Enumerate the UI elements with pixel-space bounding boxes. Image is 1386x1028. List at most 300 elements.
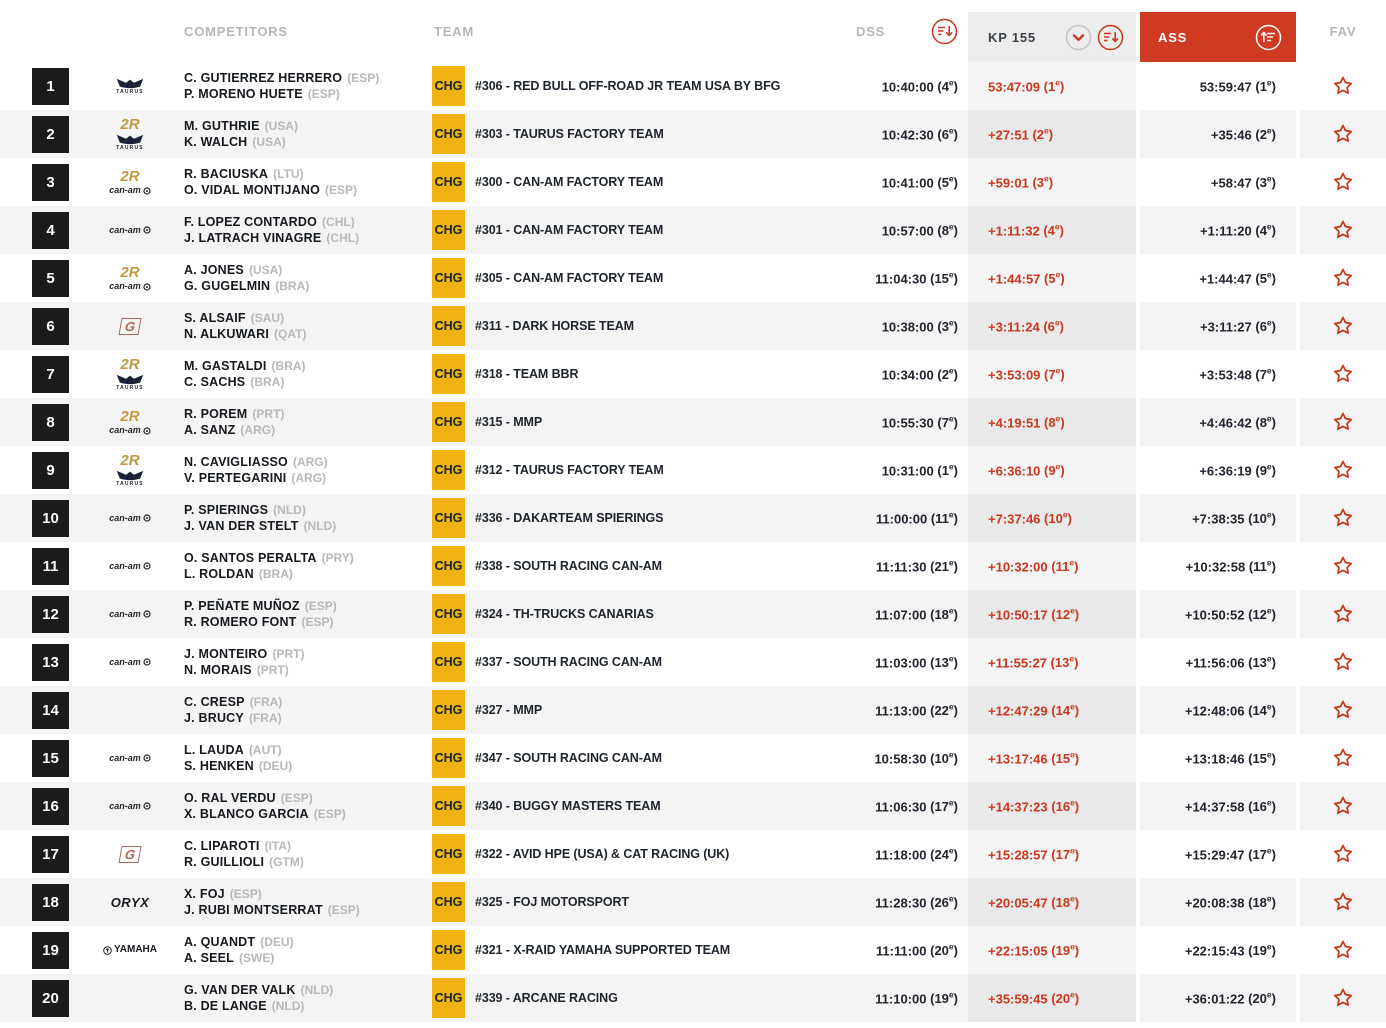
codriver-nationality: (ESP) — [313, 807, 346, 821]
kp-position: (9e) — [1044, 461, 1065, 479]
kp-cell — [968, 782, 1136, 830]
kp-time: +22:15:05 — [988, 943, 1048, 959]
kp-time: +1:44:57 — [988, 271, 1041, 287]
competitors-cell — [180, 830, 432, 878]
kp-time: +7:37:46 — [988, 511, 1041, 527]
ass-cell — [1136, 62, 1300, 110]
codriver-name: V. PERTEGARINI — [184, 471, 287, 485]
table-row[interactable] — [0, 782, 1386, 830]
table-row[interactable] — [0, 542, 1386, 590]
ass-position: (11e) — [1248, 557, 1276, 575]
dss-cell — [832, 542, 968, 590]
vehicle-brand-cell — [80, 734, 180, 782]
favorite-star-icon[interactable] — [1331, 650, 1355, 674]
codriver-nationality: (USA) — [252, 135, 286, 149]
codriver-nationality: (NLD) — [303, 519, 337, 533]
canam-gear-icon — [143, 610, 151, 618]
dss-position: (3e) — [937, 317, 958, 335]
favorite-star-icon[interactable] — [1331, 458, 1355, 482]
kp-cell — [968, 254, 1136, 302]
kp-cell — [968, 878, 1136, 926]
team-cell — [432, 878, 832, 926]
team-cell — [432, 206, 832, 254]
rank-badge: 11 — [32, 548, 69, 585]
kp-time: +3:53:09 — [988, 367, 1041, 383]
vehicle-brand-cell — [80, 158, 180, 206]
driver-nationality: (USA) — [248, 263, 283, 277]
codriver-name: C. SACHS — [184, 375, 246, 389]
canam-gear-icon — [143, 754, 151, 762]
favorite-star-icon[interactable] — [1331, 218, 1355, 242]
dss-position: (19e) — [930, 989, 958, 1007]
rank-badge: 20 — [32, 980, 69, 1017]
chg-badge: CHG — [432, 690, 465, 730]
canam-logo: can-am — [109, 754, 151, 763]
dss-time: 11:28:30 — [875, 895, 927, 911]
team-name: #315 - MMP — [475, 415, 543, 429]
oryx-logo: ORYX — [110, 894, 150, 910]
favorite-star-icon[interactable] — [1331, 746, 1355, 770]
codriver-name: A. SEEL — [184, 951, 235, 965]
dss-position: (8e) — [937, 221, 958, 239]
favorite-star-icon[interactable] — [1331, 554, 1355, 578]
dss-cell — [832, 686, 968, 734]
codriver-nationality: (ARG) — [291, 471, 327, 485]
dss-time: 10:42:30 — [881, 127, 934, 143]
kp-time: +4:19:51 — [988, 415, 1041, 431]
kp-position: (8e) — [1044, 413, 1065, 431]
dss-position: (2e) — [937, 365, 958, 383]
rank-badge: 19 — [32, 932, 69, 969]
kp-time: +13:17:46 — [988, 751, 1048, 767]
kp-cell — [968, 686, 1136, 734]
canam-gear-icon — [143, 802, 151, 810]
team-cell — [432, 542, 832, 590]
kp-position: (14e) — [1051, 701, 1080, 719]
codriver-nationality: (FRA) — [248, 711, 282, 725]
favorite-star-icon[interactable] — [1331, 794, 1355, 818]
table-row[interactable] — [0, 206, 1386, 254]
yamaha-tuning-fork-icon — [103, 946, 112, 955]
dss-position: (11e) — [930, 509, 958, 527]
competitors-cell — [180, 782, 432, 830]
chg-badge: CHG — [432, 114, 465, 154]
ass-time: +35:46 — [1210, 127, 1252, 143]
team-name: #327 - MMP — [475, 703, 543, 717]
driver-nationality: (PRT) — [252, 407, 285, 421]
vehicle-brand-cell — [80, 494, 180, 542]
codriver-nationality: (BRA) — [250, 375, 285, 389]
table-row[interactable] — [0, 62, 1386, 110]
driver-name: C. CRESP — [184, 695, 245, 709]
kp-position: (5e) — [1044, 269, 1065, 287]
kp-cell — [968, 110, 1136, 158]
kp-time: +10:50:17 — [988, 607, 1048, 623]
favorite-star-icon[interactable] — [1331, 506, 1355, 530]
dss-position: (13e) — [930, 653, 958, 671]
vehicle-brand-cell — [80, 926, 180, 974]
ass-time: +6:36:19 — [1199, 463, 1252, 479]
driver-name: J. MONTEIRO — [184, 647, 268, 661]
competitors-cell — [180, 638, 432, 686]
rank-badge: 13 — [32, 644, 69, 681]
ass-cell — [1136, 110, 1300, 158]
favorite-star-icon[interactable] — [1331, 170, 1355, 194]
team-cell — [432, 158, 832, 206]
driver-name: M. GASTALDI — [184, 359, 267, 373]
ass-sort-ascending-icon[interactable] — [1255, 24, 1282, 51]
table-row[interactable] — [0, 446, 1386, 494]
ass-position: (8e) — [1255, 413, 1276, 431]
competitors-cell — [180, 446, 432, 494]
rank-badge: 8 — [32, 404, 69, 441]
team-cell — [432, 494, 832, 542]
favorite-star-icon[interactable] — [1331, 890, 1355, 914]
ass-position: (12e) — [1248, 605, 1276, 623]
table-row[interactable] — [0, 350, 1386, 398]
codriver-nationality: (ESP) — [327, 903, 360, 917]
ass-position: (19e) — [1248, 941, 1276, 959]
ass-position: (3e) — [1255, 173, 1276, 191]
table-row[interactable] — [0, 398, 1386, 446]
kp-position: (10e) — [1044, 509, 1072, 527]
vehicle-brand-cell — [80, 350, 180, 398]
codriver-name: O. VIDAL MONTIJANO — [184, 183, 321, 197]
favorite-star-icon[interactable] — [1331, 410, 1355, 434]
driver-name: C. LIPAROTI — [184, 839, 260, 853]
team-cell — [432, 974, 832, 1022]
driver-name: X. FOJ — [184, 887, 225, 901]
chg-badge: CHG — [432, 66, 465, 106]
dss-cell — [832, 878, 968, 926]
ass-cell — [1136, 398, 1300, 446]
kp-time: +14:37:23 — [988, 799, 1048, 815]
rank-badge: 12 — [32, 596, 69, 633]
canam-logo: can-am — [109, 226, 151, 235]
canam-gear-icon — [143, 283, 151, 291]
chg-badge: CHG — [432, 354, 465, 394]
favorite-star-icon[interactable] — [1331, 314, 1355, 338]
team-cell — [432, 926, 832, 974]
kp-position: (20e) — [1051, 989, 1080, 1007]
team-cell — [432, 590, 832, 638]
driver-name: F. LOPEZ CONTARDO — [184, 215, 318, 229]
chg-badge: CHG — [432, 498, 465, 538]
ass-time: +10:32:58 — [1185, 559, 1246, 575]
table-row[interactable] — [0, 926, 1386, 974]
ass-cell — [1136, 542, 1300, 590]
dss-cell — [832, 254, 968, 302]
canam-logo: can-am — [109, 802, 151, 811]
dss-sort-descending-icon[interactable] — [931, 18, 958, 45]
team-name: #321 - X-RAID YAMAHA SUPPORTED TEAM — [475, 943, 731, 957]
driver-nationality: (LTU) — [273, 167, 304, 181]
dss-time: 11:07:00 — [875, 607, 927, 623]
driver-nationality: (FRA) — [249, 695, 283, 709]
taurus-logo: TAURUS — [116, 78, 144, 95]
dss-position: (10e) — [930, 749, 958, 767]
kp-position: (2e) — [1032, 125, 1054, 143]
team-name: #347 - SOUTH RACING CAN-AM — [475, 751, 662, 765]
rank-badge: 5 — [32, 260, 69, 297]
ass-time: +15:29:47 — [1184, 847, 1245, 863]
team-name: #336 - DAKARTEAM SPIERINGS — [475, 511, 664, 525]
rank-badge: 14 — [32, 692, 69, 729]
table-row[interactable] — [0, 830, 1386, 878]
yamaha-logo: YAMAHA — [103, 945, 157, 955]
vehicle-brand-cell — [80, 62, 180, 110]
ass-column-header-active[interactable] — [1140, 12, 1296, 62]
kp-time: +27:51 — [988, 127, 1029, 143]
chg-badge: CHG — [432, 546, 465, 586]
driver-name: R. POREM — [184, 407, 248, 421]
rank-badge: 2 — [32, 116, 69, 153]
codriver-nationality: (ESP) — [307, 87, 340, 101]
2r-class-badge: 2R — [120, 264, 140, 281]
dss-time: 11:13:00 — [875, 703, 927, 719]
dss-position: (6e) — [937, 125, 958, 143]
dss-position: (26e) — [930, 893, 958, 911]
rank-badge: 17 — [32, 836, 69, 873]
favorite-star-icon[interactable] — [1331, 698, 1355, 722]
table-row[interactable] — [0, 158, 1386, 206]
table-row[interactable] — [0, 878, 1386, 926]
2r-canam-logo: 2R can-am — [109, 409, 151, 435]
team-name: #300 - CAN-AM FACTORY TEAM — [475, 175, 664, 189]
team-cell — [432, 62, 832, 110]
driver-name: P. PEÑATE MUÑOZ — [184, 599, 300, 613]
ass-position: (20e) — [1248, 989, 1276, 1007]
codriver-nationality: (SWE) — [239, 951, 275, 965]
kp-position: (12e) — [1051, 605, 1080, 623]
codriver-nationality: (DEU) — [258, 759, 293, 773]
competitors-cell — [180, 62, 432, 110]
chg-badge: CHG — [432, 930, 465, 970]
ass-position: (14e) — [1248, 701, 1276, 719]
codriver-nationality: (ARG) — [240, 423, 276, 437]
team-name: #312 - TAURUS FACTORY TEAM — [475, 463, 664, 477]
team-cell — [432, 446, 832, 494]
kp-position: (4e) — [1043, 221, 1064, 239]
ass-time: +20:08:38 — [1184, 895, 1245, 911]
kp-column-label: KP 155 — [988, 29, 1036, 45]
ass-time: +3:53:48 — [1199, 367, 1252, 383]
ass-cell — [1136, 446, 1300, 494]
team-name: #301 - CAN-AM FACTORY TEAM — [475, 223, 664, 237]
kp-time: +10:32:00 — [988, 559, 1048, 575]
codriver-name: J. RUBI MONTSERRAT — [184, 903, 323, 917]
kp-time: +35:59:45 — [988, 991, 1048, 1007]
codriver-name: B. DE LANGE — [184, 999, 267, 1013]
canam-gear-icon — [143, 562, 151, 570]
driver-nationality: (ESP) — [280, 791, 313, 805]
dss-time: 10:41:00 — [881, 175, 934, 191]
favorite-star-icon[interactable] — [1331, 842, 1355, 866]
team-name: #340 - BUGGY MASTERS TEAM — [475, 799, 661, 813]
ass-time: +4:46:42 — [1199, 415, 1252, 431]
competitors-cell — [180, 302, 432, 350]
rank-badge: 18 — [32, 884, 69, 921]
kp-time: +3:11:24 — [988, 319, 1040, 335]
table-row[interactable] — [0, 590, 1386, 638]
dss-cell — [832, 638, 968, 686]
ass-position: (18e) — [1248, 893, 1276, 911]
dss-cell — [832, 494, 968, 542]
kp-cell — [968, 398, 1136, 446]
ass-cell — [1136, 638, 1300, 686]
table-row[interactable] — [0, 686, 1386, 734]
dss-time: 11:10:00 — [875, 991, 927, 1007]
g-rally-logo: G — [120, 318, 140, 335]
kp-position: (11e) — [1051, 557, 1079, 575]
dss-cell — [832, 782, 968, 830]
kp-sort-descending-icon[interactable] — [1097, 24, 1124, 51]
driver-nationality: (DEU) — [260, 935, 294, 949]
ass-position: (10e) — [1248, 509, 1276, 527]
kp-position: (7e) — [1044, 365, 1065, 383]
ass-cell — [1136, 974, 1300, 1022]
ass-time: +12:48:06 — [1184, 703, 1245, 719]
team-name: #305 - CAN-AM FACTORY TEAM — [475, 271, 664, 285]
competitors-cell — [180, 686, 432, 734]
driver-nationality: (AUT) — [248, 743, 282, 757]
table-row[interactable] — [0, 734, 1386, 782]
dss-cell — [832, 830, 968, 878]
kp-position: (13e) — [1050, 653, 1079, 671]
ass-cell — [1136, 926, 1300, 974]
driver-name: R. BACIUSKA — [184, 167, 269, 181]
driver-name: L. LAUDA — [184, 743, 244, 757]
kp-cell — [968, 494, 1136, 542]
ass-cell — [1136, 206, 1300, 254]
driver-nationality: (ESP) — [229, 887, 262, 901]
codriver-nationality: (ESP) — [301, 615, 334, 629]
dss-cell — [832, 446, 968, 494]
codriver-name: L. ROLDAN — [184, 567, 254, 581]
table-row[interactable] — [0, 254, 1386, 302]
rank-badge: 3 — [32, 164, 69, 201]
canam-gear-icon — [143, 427, 151, 435]
dss-position: (22e) — [930, 701, 958, 719]
ass-time: +11:56:06 — [1185, 655, 1245, 671]
canam-gear-icon — [143, 514, 151, 522]
favorite-star-icon[interactable] — [1331, 938, 1355, 962]
dss-cell — [832, 974, 968, 1022]
2r-taurus-logo: 2R TAURUS — [116, 356, 144, 391]
codriver-name: X. BLANCO GARCIA — [184, 807, 309, 821]
team-name: #339 - ARCANE RACING — [475, 991, 618, 1005]
table-row[interactable] — [0, 302, 1386, 350]
table-row[interactable] — [0, 974, 1386, 1022]
codriver-nationality: (NLD) — [271, 999, 305, 1013]
favorite-star-icon[interactable] — [1331, 602, 1355, 626]
codriver-nationality: (PRT) — [256, 663, 289, 677]
kp-position: (17e) — [1051, 845, 1080, 863]
driver-name: A. QUANDT — [184, 935, 256, 949]
chg-badge: CHG — [432, 306, 465, 346]
kp-cell — [968, 542, 1136, 590]
vehicle-brand-cell — [80, 590, 180, 638]
dss-position: (15e) — [930, 269, 958, 287]
ass-time: 53:59:47 — [1199, 79, 1252, 95]
brand-column-header — [80, 0, 180, 62]
favorite-star-icon[interactable] — [1331, 74, 1355, 98]
driver-name: O. SANTOS PERALTA — [184, 551, 317, 565]
dss-cell — [832, 350, 968, 398]
codriver-name: S. HENKEN — [184, 759, 254, 773]
vehicle-brand-cell — [80, 830, 180, 878]
codriver-name: P. MORENO HUETE — [184, 87, 303, 101]
dss-time: 11:03:00 — [875, 655, 927, 671]
ass-position: (17e) — [1248, 845, 1276, 863]
kp-cell — [968, 590, 1136, 638]
chg-badge: CHG — [432, 642, 465, 682]
dss-position: (4e) — [937, 77, 958, 95]
kp-chevron-down-icon[interactable] — [1065, 24, 1092, 51]
favorite-star-icon[interactable] — [1331, 986, 1355, 1010]
competitors-cell — [180, 878, 432, 926]
dss-cell — [832, 158, 968, 206]
dss-time: 11:18:00 — [875, 847, 927, 863]
rank-badge: 6 — [32, 308, 69, 345]
team-name: #322 - AVID HPE (USA) & CAT RACING (UK) — [475, 847, 730, 861]
kp-time: +59:01 — [988, 175, 1029, 191]
competitors-column-header: COMPETITORS — [184, 23, 288, 39]
dss-position: (21e) — [930, 557, 958, 575]
team-name: #325 - FOJ MOTORSPORT — [475, 895, 629, 909]
driver-nationality: (NLD) — [273, 503, 306, 517]
codriver-name: R. ROMERO FONT — [184, 615, 297, 629]
driver-name: N. CAVIGLIASSO — [184, 455, 288, 469]
driver-nationality: (PRY) — [321, 551, 354, 565]
competitors-cell — [180, 590, 432, 638]
dss-position: (1e) — [937, 461, 958, 479]
dss-cell — [832, 398, 968, 446]
ass-cell — [1136, 830, 1300, 878]
2r-class-badge: 2R — [120, 168, 140, 185]
2r-class-badge: 2R — [120, 356, 140, 373]
ass-time: +13:18:46 — [1184, 751, 1245, 767]
kp-time: +1:11:32 — [988, 223, 1040, 239]
dss-position: (18e) — [930, 605, 958, 623]
codriver-name: R. GUILLIOLI — [184, 855, 265, 869]
favorite-star-icon[interactable] — [1331, 266, 1355, 290]
dss-time: 10:31:00 — [881, 463, 934, 479]
table-row[interactable] — [0, 494, 1386, 542]
2r-class-badge: 2R — [120, 452, 140, 469]
favorite-star-icon[interactable] — [1331, 362, 1355, 386]
team-cell — [432, 398, 832, 446]
ass-cell — [1136, 734, 1300, 782]
dss-position: (5e) — [937, 173, 958, 191]
ass-cell — [1136, 302, 1300, 350]
2r-taurus-logo: 2R TAURUS — [116, 452, 144, 487]
table-row[interactable] — [0, 110, 1386, 158]
favorite-star-icon[interactable] — [1331, 122, 1355, 146]
dss-position: (24e) — [930, 845, 958, 863]
ass-position: (2e) — [1255, 125, 1276, 143]
competitors-cell — [180, 158, 432, 206]
dss-time: 10:57:00 — [881, 223, 934, 239]
team-name: #337 - SOUTH RACING CAN-AM — [475, 655, 662, 669]
dss-column-header: DSS — [856, 23, 886, 39]
codriver-name: K. WALCH — [184, 135, 248, 149]
table-row[interactable] — [0, 638, 1386, 686]
chg-badge: CHG — [432, 738, 465, 778]
chg-badge: CHG — [432, 786, 465, 826]
team-cell — [432, 734, 832, 782]
chg-badge: CHG — [432, 402, 465, 442]
